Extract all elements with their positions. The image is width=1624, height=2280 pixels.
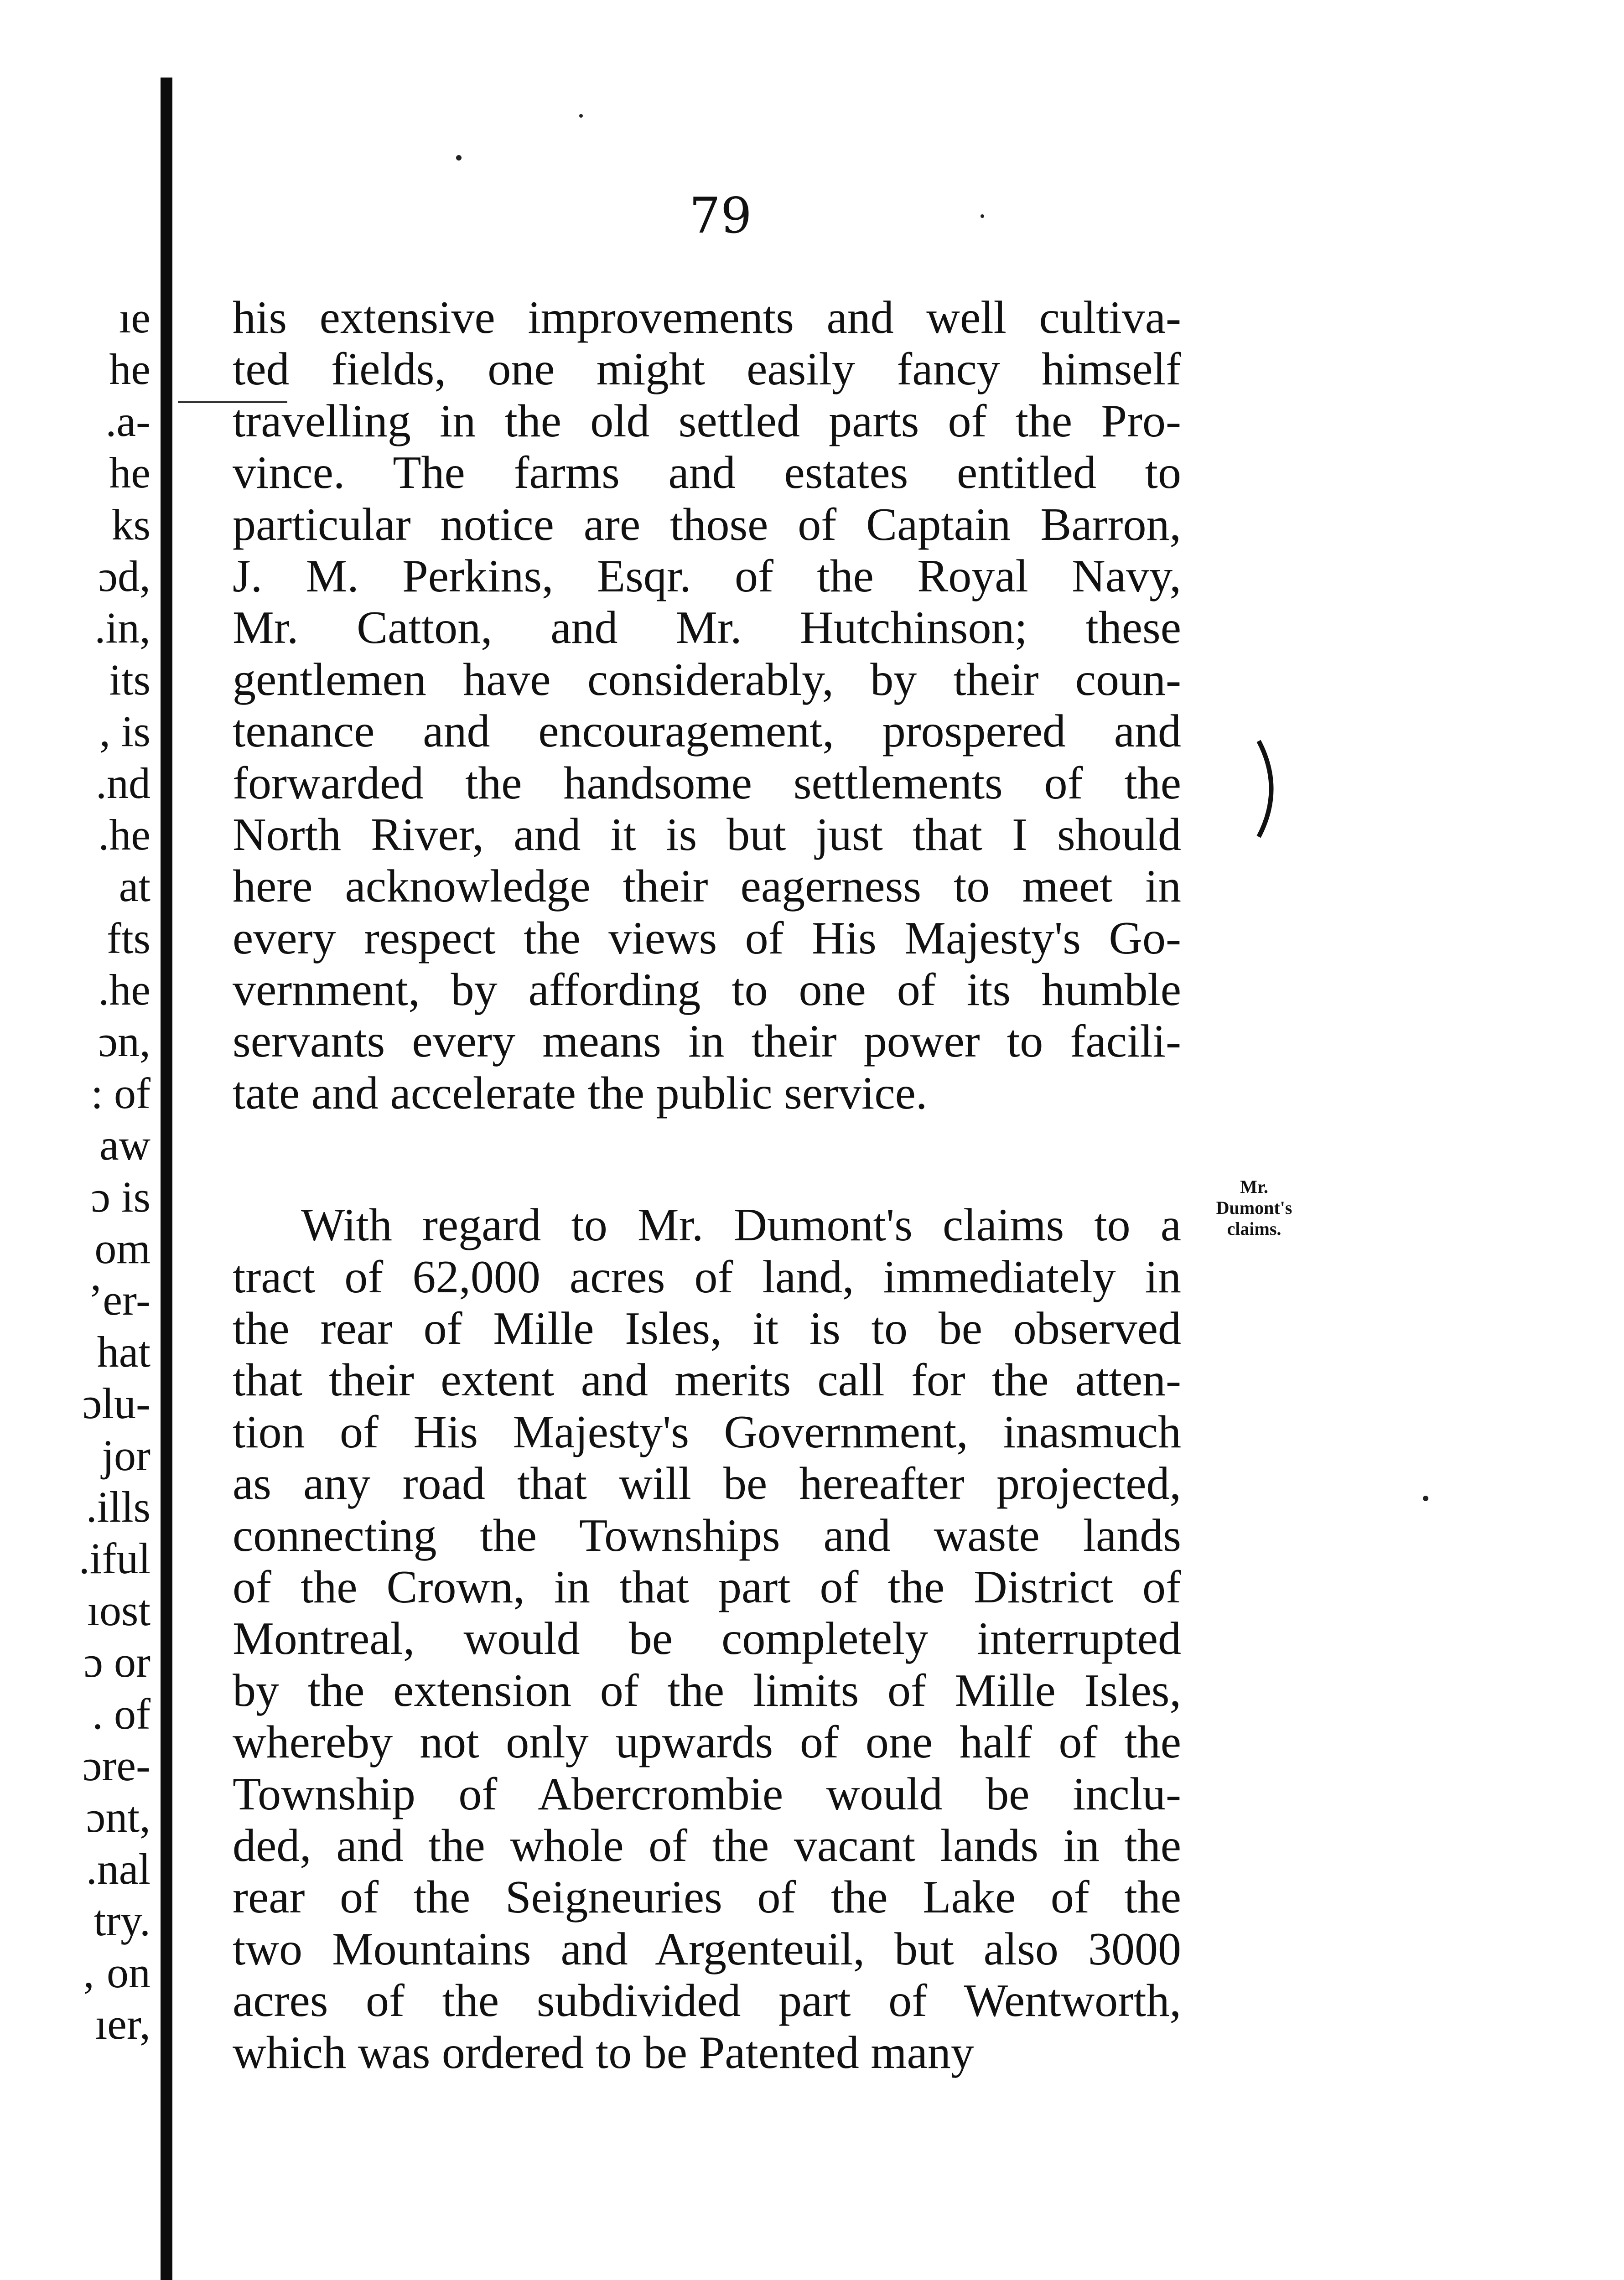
facing-page-fragment: hat — [97, 1327, 150, 1376]
text-line: tenance and encouragement, prospered and — [233, 705, 1181, 757]
text-line: vince. The farms and estates entitled to — [233, 447, 1181, 499]
text-line: tate and accelerate the public service. — [233, 1067, 928, 1119]
facing-page-fragment: jor — [102, 1430, 150, 1480]
facing-page-fragment: ʼer- — [88, 1275, 150, 1325]
facing-page-fragment: at — [119, 862, 150, 911]
facing-page-fragment: try. — [93, 1896, 150, 1945]
facing-page-fragments — [0, 292, 150, 2050]
text-line: tract of 62,000 acres of land, immediately in — [233, 1251, 1181, 1303]
text-line: travelling in the old settled parts of the Pro- — [233, 395, 1181, 447]
text-line: tion of His Majesty's Government, inasmuch — [233, 1406, 1181, 1458]
text-line: two Mountains and Argenteuil, but also 3000 — [233, 1923, 1181, 1975]
text-line: Township of Abercrombie would be inclu- — [233, 1768, 1181, 1820]
facing-page-fragment: ıe — [119, 293, 150, 342]
facing-page-fragment: its — [109, 655, 150, 704]
paragraph-1 — [233, 292, 1181, 1119]
text-line: by the extension of the limits of Mille Isles, — [233, 1664, 1181, 1716]
text-line: Montreal, would be completely interrupted — [233, 1613, 1181, 1665]
page-number: 79 — [689, 187, 752, 244]
marginal-note — [1199, 1176, 1309, 1239]
main-text-block — [233, 292, 1181, 2078]
ink-speck — [1423, 1496, 1428, 1501]
text-line: J. M. Perkins, Esqr. of the Royal Navy, — [233, 550, 1181, 602]
facing-page-fragment: fts — [107, 913, 150, 963]
facing-page-fragment: ɔn, — [98, 1017, 150, 1066]
facing-page-fragment: .nd — [96, 758, 150, 808]
text-line: ded, and the whole of the vacant lands in the — [233, 1819, 1181, 1871]
facing-page-fragment: ıer, — [95, 1999, 150, 2048]
text-line: every respect the views of His Majesty's Go- — [233, 912, 1181, 964]
bracket-mark-icon — [1254, 739, 1286, 839]
text-line: rear of the Seigneuries of the Lake of the — [233, 1871, 1181, 1923]
facing-page-fragment: : of — [91, 1068, 150, 1118]
facing-page-fragment: .a- — [105, 396, 150, 446]
ink-speck — [456, 155, 462, 161]
text-line: ted fields, one might easily fancy himself — [233, 343, 1181, 395]
facing-page-fragment: aw — [99, 1120, 150, 1170]
facing-page-fragment: ɔ or — [83, 1637, 150, 1687]
facing-page-fragment: om — [94, 1224, 150, 1273]
text-line: forwarded the handsome settlements of the — [233, 757, 1181, 809]
text-line: connecting the Townships and waste lands — [233, 1509, 1181, 1561]
text-line: his extensive improvements and well cultiva- — [233, 292, 1181, 343]
text-line: North River, and it is but just that I should — [233, 808, 1181, 860]
marginal-note-line: claims. — [1227, 1218, 1282, 1239]
text-line: acres of the subdivided part of Wentworth, — [233, 1975, 1181, 2027]
facing-page-fragment: .he — [98, 965, 150, 1015]
ink-speck — [981, 214, 984, 218]
marginal-note-line: Dumont's — [1216, 1197, 1292, 1218]
text-line: that their extent and merits call for the atten- — [233, 1354, 1181, 1406]
facing-page-fragment: . of — [92, 1689, 150, 1738]
paragraph-2 — [233, 1199, 1181, 2078]
text-line: gentlemen have considerably, by their coun- — [233, 653, 1181, 705]
facing-page-fragment: .in, — [94, 603, 150, 653]
ink-speck — [579, 114, 583, 118]
facing-page-fragment: .iful — [78, 1534, 150, 1583]
marginal-note-line: Mr. — [1240, 1176, 1268, 1197]
text-line: as any road that will be hereafter projected, — [233, 1458, 1181, 1510]
text-line: Mr. Catton, and Mr. Hutchinson; these — [233, 602, 1181, 654]
text-line: of the Crown, in that part of the District of — [233, 1561, 1181, 1613]
text-line: here acknowledge their eagerness to meet in — [233, 860, 1181, 912]
facing-page-fragment: ɔlu- — [82, 1379, 150, 1428]
facing-page-fragment: he — [109, 345, 150, 394]
facing-page-fragment: ıost — [87, 1586, 150, 1635]
facing-page-fragment: ɔnt, — [86, 1793, 150, 1842]
facing-page-fragment: .he — [98, 810, 150, 859]
facing-page-fragment: .nal — [86, 1844, 150, 1893]
paragraph-gap — [233, 1119, 1181, 1199]
facing-page-fragment: ks — [111, 500, 150, 549]
text-line: the rear of Mille Isles, it is to be observed — [233, 1303, 1181, 1355]
text-line: With regard to Mr. Dumont's claims to a — [301, 1199, 1181, 1251]
text-line: whereby not only upwards of one half of the — [233, 1716, 1181, 1768]
text-line: which was ordered to be Patented many — [233, 2026, 974, 2078]
facing-page-fragment: ‚ on — [81, 1948, 150, 1997]
facing-page-fragment: ɔre- — [82, 1741, 150, 1790]
text-line: particular notice are those of Captain Barron, — [233, 498, 1181, 550]
facing-page-fragment: he — [109, 448, 150, 497]
text-line: servants every means in their power to facili- — [233, 1016, 1181, 1067]
facing-page-fragment: , is — [99, 707, 150, 756]
facing-page-fragment: .ills — [86, 1482, 150, 1531]
text-line: vernment, by affording to one of its humble — [233, 964, 1181, 1016]
facing-page-fragment: ɔd, — [98, 551, 150, 601]
facing-page-fragment: ɔ is — [91, 1172, 150, 1221]
page-gutter-shadow — [161, 78, 172, 2280]
